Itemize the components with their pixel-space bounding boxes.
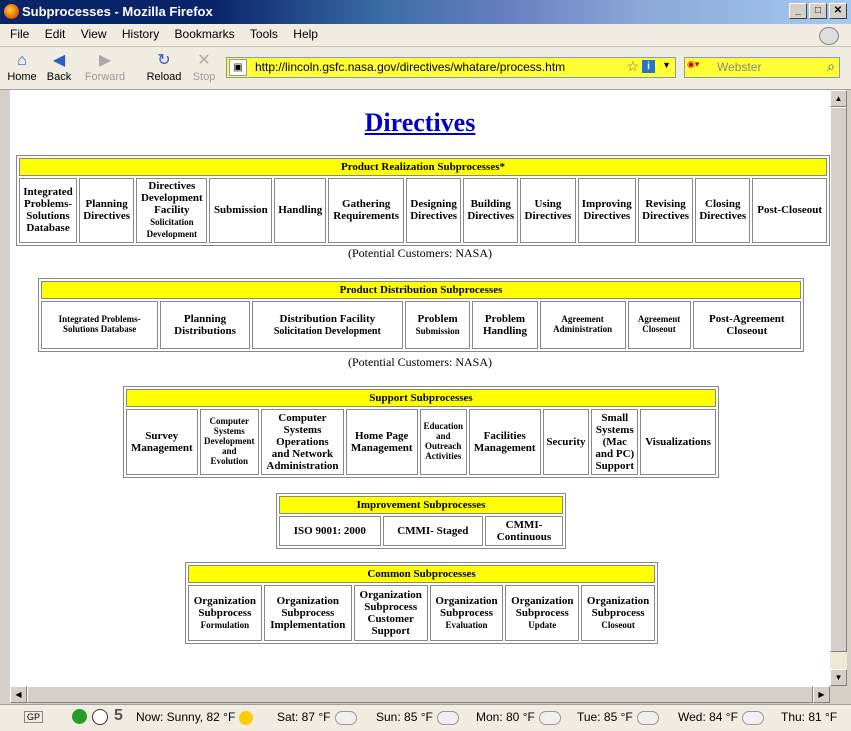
search-go-icon[interactable]: ⌕ bbox=[827, 58, 835, 74]
search-placeholder[interactable]: Webster bbox=[717, 60, 762, 74]
weather-sat[interactable] bbox=[277, 710, 357, 725]
table-cell: Agreement Closeout bbox=[628, 301, 691, 349]
table-cell: Organization Subprocess Customer Support bbox=[354, 585, 428, 641]
table-cell: Improving Directives bbox=[578, 178, 637, 242]
page-title-link[interactable]: Directives bbox=[364, 108, 476, 137]
weather-now[interactable] bbox=[136, 710, 253, 725]
window-controls bbox=[789, 3, 847, 19]
scroll-down-arrow-icon[interactable]: ▼ bbox=[830, 669, 847, 686]
menu-tools[interactable]: Tools bbox=[249, 27, 278, 41]
table-cell: Directives Development Facility Solicitation Development bbox=[136, 178, 207, 242]
page-icon: ▣ bbox=[229, 59, 247, 76]
table-cell: Small Systems (Mac and PC) Support bbox=[591, 409, 638, 475]
maximize-button[interactable]: □ bbox=[809, 3, 827, 19]
url-bar[interactable] bbox=[226, 57, 676, 78]
table-cell: Security bbox=[543, 409, 590, 475]
reload-label: Reload bbox=[146, 71, 182, 83]
weather-thu-label: Thu: 81 °F bbox=[781, 710, 838, 724]
back-label: Back bbox=[46, 71, 72, 83]
table-cell: Using Directives bbox=[520, 178, 575, 242]
menu-bookmarks[interactable]: Bookmarks bbox=[174, 27, 235, 41]
bookmark-star-icon[interactable]: ☆ bbox=[626, 58, 639, 74]
weather-wed[interactable] bbox=[678, 710, 764, 725]
stop-label: Stop bbox=[192, 71, 216, 83]
url-text[interactable]: http://lincoln.gsfc.nasa.gov/directives/whatare/process.htm bbox=[255, 60, 566, 74]
home-icon: ⌂ bbox=[17, 52, 27, 69]
close-button[interactable]: ✕ bbox=[829, 3, 847, 19]
vertical-scroll-thumb[interactable] bbox=[830, 107, 847, 652]
gp-badge[interactable]: GP bbox=[24, 711, 43, 723]
weather-now-label: Now: Sunny, 82 °F bbox=[136, 710, 236, 724]
table-cell: Education and Outreach Activities bbox=[420, 409, 467, 475]
weather-wed-label: Wed: 84 °F bbox=[678, 710, 738, 724]
table-header: Improvement Subprocesses bbox=[279, 496, 563, 514]
table-cell: Survey Management bbox=[126, 409, 198, 475]
table-cell: Problem Submission bbox=[405, 301, 470, 349]
table-cell: Facilities Management bbox=[469, 409, 541, 475]
table-cell: Revising Directives bbox=[638, 178, 693, 242]
table-cell: Submission bbox=[209, 178, 272, 242]
stop-button[interactable] bbox=[184, 51, 224, 83]
table-cell: ISO 9001: 2000 bbox=[279, 516, 381, 546]
table-cell: Planning Directives bbox=[79, 178, 134, 242]
table-cell: Organization Subprocess Update bbox=[505, 585, 579, 641]
info-icon[interactable]: i bbox=[642, 60, 655, 73]
table-cell: Designing Directives bbox=[406, 178, 461, 242]
partly-cloudy-icon bbox=[539, 711, 561, 725]
weather-sun-label: Sun: 85 °F bbox=[376, 710, 433, 724]
table-cell: CMMI- Staged bbox=[383, 516, 483, 546]
search-bar[interactable] bbox=[684, 57, 840, 78]
table-cell: Computer Systems Operations and Network Administration bbox=[261, 409, 344, 475]
weather-sat-label: Sat: 87 °F bbox=[277, 710, 331, 724]
horizontal-scroll-thumb[interactable] bbox=[27, 686, 813, 703]
back-button[interactable] bbox=[39, 51, 79, 83]
throbber-icon bbox=[819, 27, 839, 45]
table-cell: Post-Agreement Closeout bbox=[693, 301, 801, 349]
forward-label: Forward bbox=[84, 71, 126, 83]
scroll-left-arrow-icon[interactable]: ◀ bbox=[10, 686, 27, 703]
table-cell: Problem Handling bbox=[472, 301, 537, 349]
table-cell: Organization Subprocess Implementation bbox=[264, 585, 352, 641]
table-cell: Organization Subprocess Formulation bbox=[188, 585, 262, 641]
table-header: Common Subprocesses bbox=[188, 565, 655, 583]
table-cell: Building Directives bbox=[463, 178, 518, 242]
window-title: Subprocesses - Mozilla Firefox bbox=[22, 4, 213, 19]
product-realization-table bbox=[16, 155, 830, 246]
table-cell: Organization Subprocess Closeout bbox=[581, 585, 655, 641]
table-cell: Home Page Management bbox=[346, 409, 418, 475]
scroll-right-arrow-icon[interactable]: ▶ bbox=[813, 686, 830, 703]
firefox-icon bbox=[4, 4, 19, 19]
table-cell: Planning Distributions bbox=[160, 301, 250, 349]
stop-icon: ✕ bbox=[197, 52, 211, 69]
window-titlebar bbox=[0, 0, 851, 24]
weather-thu[interactable] bbox=[781, 710, 837, 724]
table-cell: Computer Systems Development and Evolution bbox=[200, 409, 259, 475]
reload-button[interactable] bbox=[144, 51, 184, 83]
vertical-scrollbar[interactable] bbox=[830, 90, 847, 686]
common-table bbox=[185, 562, 658, 644]
table-cell: Integrated Problems- Solutions Database bbox=[19, 178, 77, 242]
customers-note: (Potential Customers: NASA) bbox=[348, 246, 492, 260]
back-arrow-icon: ◀ bbox=[52, 52, 66, 69]
table-cell: Distribution Facility Solicitation Development bbox=[252, 301, 403, 349]
table-cell: Gathering Requirements bbox=[328, 178, 404, 242]
menu-history[interactable]: History bbox=[121, 27, 160, 41]
count-badge: 5 bbox=[114, 707, 123, 724]
weather-tue-label: Tue: 85 °F bbox=[577, 710, 633, 724]
forward-button[interactable] bbox=[82, 51, 128, 83]
weather-sun[interactable] bbox=[376, 710, 459, 725]
sun-icon bbox=[239, 711, 253, 725]
reload-icon: ↻ bbox=[157, 52, 171, 69]
table-cell: Organization Subprocess Evaluation bbox=[430, 585, 504, 641]
table-cell: Closing Directives bbox=[695, 178, 750, 242]
table-header: Product Realization Subprocesses* bbox=[19, 158, 827, 176]
home-label: Home bbox=[7, 71, 37, 83]
table-cell: Integrated Problems- Solutions Database bbox=[41, 301, 158, 349]
status-bar bbox=[0, 704, 851, 731]
page-content bbox=[10, 90, 830, 686]
table-header: Support Subprocesses bbox=[126, 389, 716, 407]
table-cell: Handling bbox=[274, 178, 326, 242]
product-distribution-table bbox=[38, 278, 804, 352]
support-table bbox=[123, 386, 719, 478]
weather-mon-label: Mon: 80 °F bbox=[476, 710, 535, 724]
partly-cloudy-icon bbox=[742, 711, 764, 725]
menu-view[interactable]: View bbox=[80, 27, 107, 41]
table-cell: Agreement Administration bbox=[540, 301, 626, 349]
weather-mon[interactable] bbox=[476, 710, 561, 725]
menu-edit[interactable]: Edit bbox=[44, 27, 66, 41]
clock-icon[interactable] bbox=[92, 709, 108, 725]
table-cell: Post-Closeout bbox=[752, 178, 827, 242]
table-cell: Visualizations bbox=[640, 409, 716, 475]
improvement-table bbox=[276, 493, 566, 549]
green-status-icon[interactable] bbox=[72, 709, 87, 724]
url-dropdown-icon[interactable]: ▼ bbox=[662, 60, 671, 70]
forward-arrow-icon: ▶ bbox=[98, 52, 112, 69]
partly-cloudy-icon bbox=[335, 711, 357, 725]
home-button[interactable] bbox=[2, 51, 42, 83]
partly-cloudy-icon bbox=[637, 711, 659, 725]
scroll-up-arrow-icon[interactable]: ▲ bbox=[830, 90, 847, 107]
horizontal-scrollbar[interactable] bbox=[10, 686, 830, 703]
partly-cloudy-icon bbox=[437, 711, 459, 725]
customers-note-2: (Potential Customers: NASA) bbox=[348, 355, 492, 369]
menu-help[interactable]: Help bbox=[293, 27, 318, 41]
table-cell: CMMI- Continuous bbox=[485, 516, 563, 546]
menu-file[interactable]: File bbox=[10, 27, 30, 41]
search-engine-icon[interactable]: ◉▾ bbox=[687, 59, 700, 69]
navigation-toolbar bbox=[0, 47, 851, 90]
minimize-button[interactable]: _ bbox=[789, 3, 807, 19]
menu-bar bbox=[0, 24, 851, 47]
table-header: Product Distribution Subprocesses bbox=[41, 281, 801, 299]
weather-tue[interactable] bbox=[577, 710, 659, 725]
